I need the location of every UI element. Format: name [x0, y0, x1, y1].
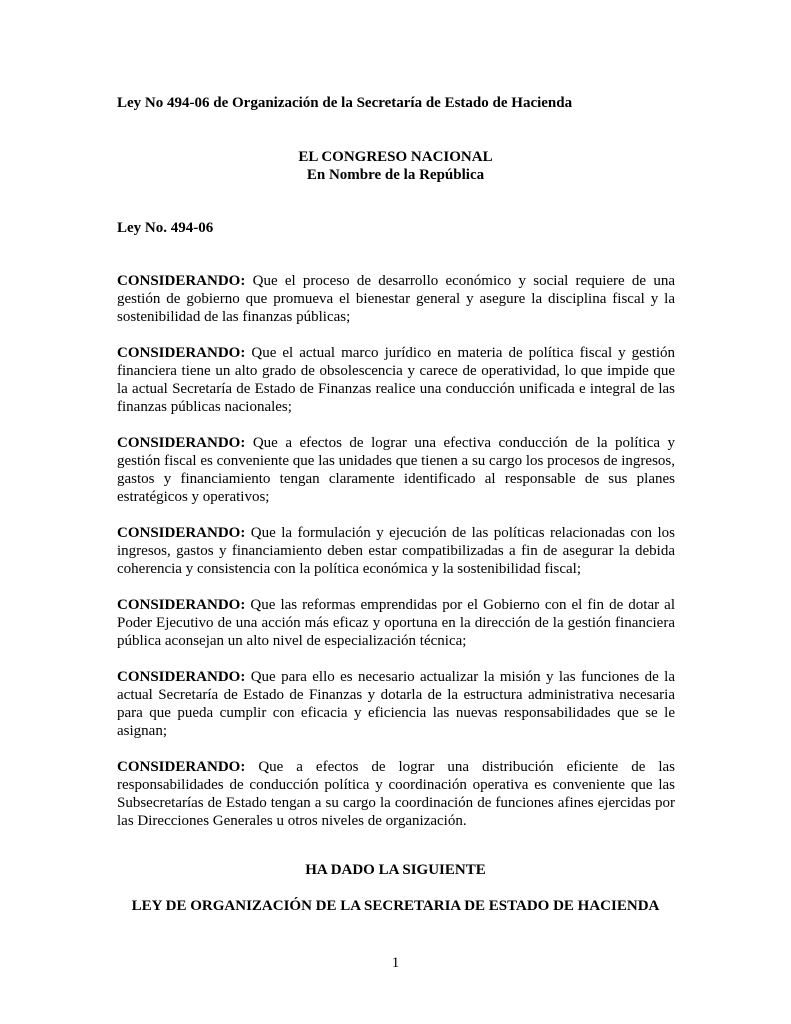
considerando-text: Que a efectos de lograr una distribución eficiente de las responsabilidades de conducción política y coordinación operativa es conveniente que las Subsecretarías de Estado tengan a su cargo la coordinación de funciones afines ejercidas por las Direcciones Generales u otros niveles de organización.: [117, 759, 675, 829]
considerando-paragraph: [117, 524, 675, 578]
considerando-text: Que el actual marco jurídico en materia de política fiscal y gestión financiera tiene un alto grado de obsolescencia y carece de operatividad, lo que impide que la actual Secretaría de Estado de Finanzas realice una conducción unificada e integral de las finanzas públicas nacionales;: [117, 345, 676, 415]
considerando-lead: CONSIDERANDO:: [117, 435, 246, 451]
ha-dado-text: HA DADO LA SIGUIENTE: [305, 862, 486, 878]
congress-subtitle: En Nombre de la República: [306, 167, 485, 183]
considerando-text: Que las reformas emprendidas por el Gobierno con el fin de dotar al Poder Ejecutivo de una acción más eficaz y oportuna en la dirección de la gestión financiera pública aconsejan un alto nivel de especialización técnica;: [117, 597, 676, 649]
considerando-lead: CONSIDERANDO:: [117, 525, 246, 541]
law-title-heading: [0, 897, 791, 915]
considerando-lead: CONSIDERANDO:: [117, 669, 246, 685]
considerando-text: Que el proceso de desarrollo económico y social requiere de una gestión de gobierno que promueva el bienestar general y asegure la disciplina fiscal y la sostenibilidad de las finanzas públicas;: [117, 273, 676, 325]
considerando-text: Que a efectos de lograr una efectiva conducción de la política y gestión fiscal es conveniente que las unidades que tienen a su cargo los procesos de ingresos, gastos y financiamiento tengan claramente identificado al responsable de sus planes estratégicos y operativos;: [117, 435, 676, 505]
congress-header: [0, 148, 791, 184]
congress-name: EL CONGRESO NACIONAL: [298, 149, 493, 165]
considerando-text: Que la formulación y ejecución de las políticas relacionadas con los ingresos, gastos y financiamiento deben estar compatibilizadas a fin de asegurar la debida coherencia y consistencia con la política económica y la sostenibilidad fiscal;: [117, 525, 675, 577]
considerando-paragraph: [117, 272, 675, 326]
considerando-lead: CONSIDERANDO:: [117, 345, 246, 361]
considerandos-section: [117, 272, 675, 848]
considerando-paragraph: [117, 434, 675, 506]
page-number: 1: [391, 955, 400, 971]
considerando-lead: CONSIDERANDO:: [117, 759, 246, 775]
document-title: Ley No 494-06 de Organización de la Secretaría de Estado de Hacienda: [117, 95, 573, 111]
considerando-paragraph: [117, 596, 675, 650]
considerando-text: Que para ello es necesario actualizar la misión y las funciones de la actual Secretaría de Estado de Finanzas y dotarla de la estructura administrativa necesaria para que pueda cumplir con eficacia y eficiencia las nuevas responsabilidades que se le asignan;: [117, 669, 675, 739]
considerando-lead: CONSIDERANDO:: [117, 597, 246, 613]
considerando-paragraph: [117, 668, 675, 740]
considerando-paragraph: [117, 758, 675, 830]
ha-dado-heading: [0, 861, 791, 879]
law-title-text: LEY DE ORGANIZACIÓN DE LA SECRETARIA DE ESTADO DE HACIENDA: [131, 898, 660, 914]
considerando-lead: CONSIDERANDO:: [117, 273, 246, 289]
law-number: Ley No. 494-06: [117, 220, 214, 236]
considerando-paragraph: [117, 344, 675, 416]
